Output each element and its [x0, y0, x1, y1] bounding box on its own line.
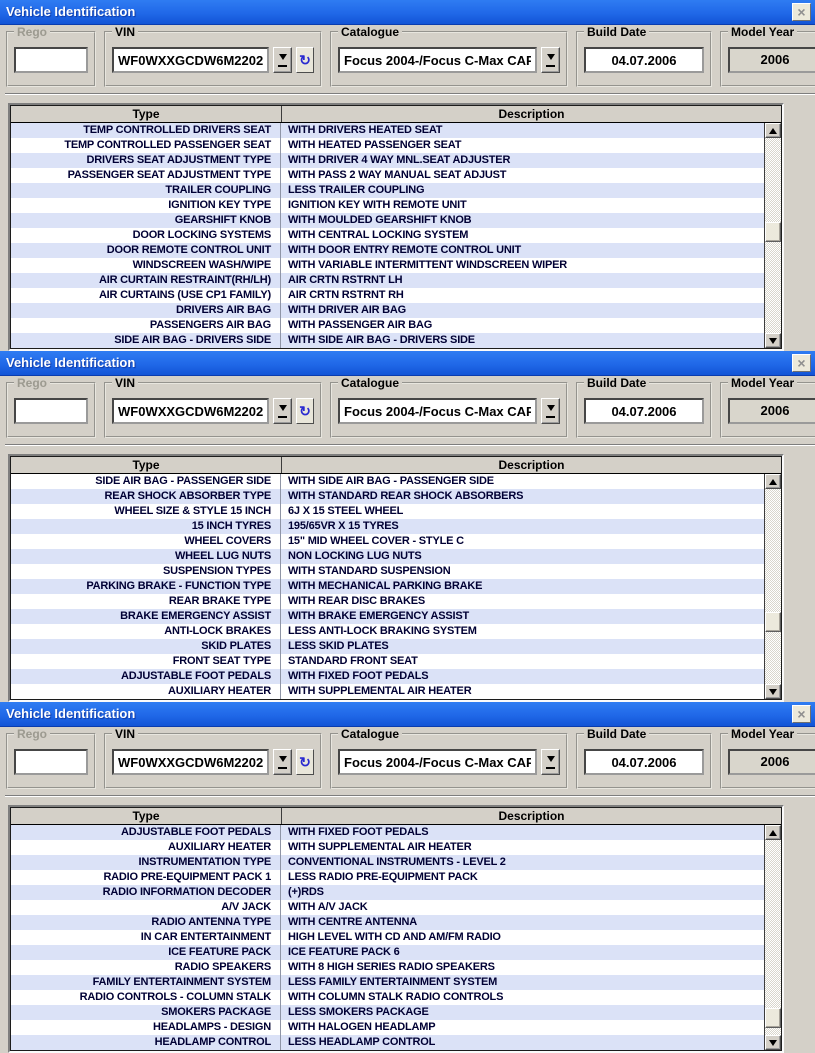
build-date-label: Build Date	[584, 727, 649, 741]
scrollbar-track[interactable]	[765, 840, 781, 1035]
rego-label: Rego	[14, 376, 50, 390]
description-cell: LESS RADIO PRE-EQUIPMENT PACK	[288, 871, 478, 883]
up-arrow-icon	[769, 826, 777, 836]
description-cell: WITH BRAKE EMERGENCY ASSIST	[288, 610, 470, 622]
up-arrow-icon	[769, 124, 777, 134]
table-row[interactable]	[11, 258, 764, 273]
title-bar[interactable]	[0, 702, 815, 727]
type-cell: SMOKERS PACKAGE	[11, 1005, 281, 1020]
description-cell: CONVENTIONAL INSTRUMENTS - LEVEL 2	[288, 856, 506, 868]
catalogue-input[interactable]	[338, 749, 537, 775]
model-year-label: Model Year	[728, 727, 797, 741]
close-button[interactable]	[792, 354, 811, 372]
description-cell: LESS TRAILER COUPLING	[288, 184, 425, 196]
column-header-type[interactable]: Type	[11, 457, 282, 473]
model-year-label: Model Year	[728, 25, 797, 39]
type-cell: A/V JACK	[11, 900, 281, 915]
type-cell: PARKING BRAKE - FUNCTION TYPE	[11, 579, 281, 594]
table-row[interactable]	[11, 288, 764, 303]
table-row[interactable]	[11, 885, 764, 900]
dropdown-underline	[546, 416, 555, 418]
column-header-type[interactable]: Type	[11, 808, 282, 824]
description-cell: WITH 8 HIGH SERIES RADIO SPEAKERS	[288, 961, 495, 973]
build-date-input[interactable]	[584, 749, 704, 775]
refresh-icon: ↻	[299, 754, 311, 770]
description-cell: WITH FIXED FOOT PEDALS	[288, 670, 429, 682]
table-row[interactable]	[11, 594, 764, 609]
down-arrow-icon	[769, 338, 777, 348]
description-cell: WITH A/V JACK	[288, 901, 368, 913]
dropdown-underline	[546, 767, 555, 769]
type-cell: AIR CURTAINS (USE CP1 FAMILY)	[11, 288, 281, 303]
close-icon: ×	[797, 4, 806, 20]
table-row[interactable]	[11, 519, 764, 534]
dropdown-underline	[278, 767, 287, 769]
window-title: Vehicle Identification	[6, 355, 136, 370]
type-cell: WHEEL SIZE & STYLE 15 INCH	[11, 504, 281, 519]
type-cell: WHEEL LUG NUTS	[11, 549, 281, 564]
description-cell: WITH MECHANICAL PARKING BRAKE	[288, 580, 483, 592]
catalogue-dropdown-button[interactable]	[541, 398, 560, 424]
close-icon: ×	[797, 355, 806, 371]
description-cell: WITH SIDE AIR BAG - DRIVERS SIDE	[288, 334, 475, 346]
table-row[interactable]	[11, 915, 764, 930]
dropdown-underline	[546, 65, 555, 67]
header-fields	[6, 727, 815, 789]
table-row[interactable]	[11, 489, 764, 504]
rego-input[interactable]	[14, 398, 88, 424]
build-date-frame	[576, 727, 712, 789]
options-grid	[8, 805, 784, 1053]
vin-label: VIN	[112, 25, 138, 39]
column-header-description[interactable]: Description	[498, 107, 565, 121]
description-cell: 15" MID WHEEL COVER - STYLE C	[288, 535, 464, 547]
table-row[interactable]	[11, 975, 764, 990]
scroll-down-button[interactable]	[765, 684, 781, 699]
table-row[interactable]	[11, 669, 764, 684]
description-cell: WITH CENTRE ANTENNA	[288, 916, 418, 928]
catalogue-frame	[330, 25, 568, 87]
table-row[interactable]	[11, 855, 764, 870]
window-title: Vehicle Identification	[6, 4, 136, 19]
dropdown-arrow-icon	[547, 405, 555, 415]
up-arrow-icon	[769, 475, 777, 485]
header-fields	[6, 25, 815, 87]
model-year-frame	[720, 727, 815, 789]
separator-line	[5, 93, 815, 95]
scroll-up-button[interactable]	[765, 123, 781, 138]
build-date-label: Build Date	[584, 25, 649, 39]
column-header-description[interactable]: Description	[498, 809, 565, 823]
type-cell: IGNITION KEY TYPE	[11, 198, 281, 213]
table-row[interactable]	[11, 840, 764, 855]
build-date-frame	[576, 376, 712, 438]
build-date-label: Build Date	[584, 376, 649, 390]
type-cell: AUXILIARY HEATER	[11, 684, 281, 699]
vin-dropdown-button[interactable]	[273, 398, 292, 424]
table-row[interactable]	[11, 474, 764, 489]
table-row[interactable]	[11, 303, 764, 318]
vin-label: VIN	[112, 376, 138, 390]
vertical-scrollbar[interactable]	[764, 123, 781, 348]
dropdown-arrow-icon	[279, 54, 287, 64]
description-cell: WITH DRIVERS HEATED SEAT	[288, 124, 443, 136]
grid-header	[11, 106, 781, 123]
rego-frame	[6, 727, 96, 789]
scrollbar-track[interactable]	[765, 489, 781, 684]
table-row[interactable]	[11, 579, 764, 594]
refresh-icon: ↻	[299, 52, 311, 68]
type-cell: PASSENGER SEAT ADJUSTMENT TYPE	[11, 168, 281, 183]
type-cell: FRONT SEAT TYPE	[11, 654, 281, 669]
catalogue-label: Catalogue	[338, 376, 402, 390]
description-cell: WITH MOULDED GEARSHIFT KNOB	[288, 214, 472, 226]
description-cell: WITH FIXED FOOT PEDALS	[288, 826, 429, 838]
scrollbar-track[interactable]	[765, 138, 781, 333]
type-cell: FAMILY ENTERTAINMENT SYSTEM	[11, 975, 281, 990]
vin-dropdown-button[interactable]	[273, 47, 292, 73]
table-row[interactable]	[11, 504, 764, 519]
vin-input[interactable]	[112, 398, 269, 424]
type-cell: AIR CURTAIN RESTRAINT(RH/LH)	[11, 273, 281, 288]
table-row[interactable]	[11, 654, 764, 669]
table-row[interactable]	[11, 639, 764, 654]
model-year-label: Model Year	[728, 376, 797, 390]
model-year-frame	[720, 376, 815, 438]
table-row[interactable]	[11, 273, 764, 288]
type-cell: HEADLAMPS - DESIGN	[11, 1020, 281, 1035]
type-cell: RADIO ANTENNA TYPE	[11, 915, 281, 930]
vin-frame	[104, 376, 322, 438]
table-row[interactable]	[11, 609, 764, 624]
rows-container	[11, 474, 764, 699]
rego-frame	[6, 376, 96, 438]
catalogue-label: Catalogue	[338, 727, 402, 741]
catalogue-label: Catalogue	[338, 25, 402, 39]
type-cell: REAR SHOCK ABSORBER TYPE	[11, 489, 281, 504]
type-cell: TRAILER COUPLING	[11, 183, 281, 198]
separator-line	[5, 795, 815, 797]
description-cell: IGNITION KEY WITH REMOTE UNIT	[288, 199, 467, 211]
vin-refresh-button[interactable]	[296, 398, 314, 424]
rows-container	[11, 825, 764, 1050]
dropdown-arrow-icon	[279, 405, 287, 415]
table-row[interactable]	[11, 624, 764, 639]
description-cell: 6J X 15 STEEL WHEEL	[288, 505, 404, 517]
vehicle-identification-window-1	[0, 0, 815, 351]
type-cell: WINDSCREEN WASH/WIPE	[11, 258, 281, 273]
table-row[interactable]	[11, 183, 764, 198]
table-row[interactable]	[11, 153, 764, 168]
table-row[interactable]	[11, 168, 764, 183]
table-row[interactable]	[11, 930, 764, 945]
table-row[interactable]	[11, 870, 764, 885]
description-cell: WITH REAR DISC BRAKES	[288, 595, 425, 607]
type-cell: 15 INCH TYRES	[11, 519, 281, 534]
scroll-down-button[interactable]	[765, 1035, 781, 1050]
table-row[interactable]	[11, 990, 764, 1005]
window-title: Vehicle Identification	[6, 706, 136, 721]
column-header-type[interactable]: Type	[11, 106, 282, 122]
build-date-input[interactable]	[584, 47, 704, 73]
type-cell: SUSPENSION TYPES	[11, 564, 281, 579]
table-row[interactable]	[11, 564, 764, 579]
dropdown-arrow-icon	[547, 54, 555, 64]
type-cell: SIDE AIR BAG - DRIVERS SIDE	[11, 333, 281, 348]
vin-dropdown-button[interactable]	[273, 749, 292, 775]
table-row[interactable]	[11, 1020, 764, 1035]
description-cell: WITH DRIVER 4 WAY MNL.SEAT ADJUSTER	[288, 154, 511, 166]
model-year-value: 2006	[728, 749, 815, 775]
catalogue-frame	[330, 727, 568, 789]
description-cell: NON LOCKING LUG NUTS	[288, 550, 422, 562]
description-cell: LESS SKID PLATES	[288, 640, 389, 652]
type-cell: INSTRUMENTATION TYPE	[11, 855, 281, 870]
type-cell: REAR BRAKE TYPE	[11, 594, 281, 609]
description-cell: WITH DRIVER AIR BAG	[288, 304, 407, 316]
table-row[interactable]	[11, 333, 764, 348]
description-cell: WITH HEATED PASSENGER SEAT	[288, 139, 462, 151]
scrollbar-thumb[interactable]	[765, 222, 781, 242]
close-button[interactable]	[792, 3, 811, 21]
type-cell: PASSENGERS AIR BAG	[11, 318, 281, 333]
scrollbar-thumb[interactable]	[765, 1008, 781, 1028]
dropdown-arrow-icon	[279, 756, 287, 766]
description-cell: AIR CRTN RSTRNT LH	[288, 274, 403, 286]
description-cell: STANDARD FRONT SEAT	[288, 655, 418, 667]
type-cell: IN CAR ENTERTAINMENT	[11, 930, 281, 945]
table-row[interactable]	[11, 318, 764, 333]
type-cell: BRAKE EMERGENCY ASSIST	[11, 609, 281, 624]
grid-header	[11, 457, 781, 474]
type-cell: RADIO PRE-EQUIPMENT PACK 1	[11, 870, 281, 885]
table-row[interactable]	[11, 960, 764, 975]
description-cell: WITH SUPPLEMENTAL AIR HEATER	[288, 685, 472, 697]
type-cell: HEADLAMP CONTROL	[11, 1035, 281, 1050]
type-cell: AUXILIARY HEATER	[11, 840, 281, 855]
description-cell: LESS HEADLAMP CONTROL	[288, 1036, 436, 1048]
vehicle-identification-window-3	[0, 702, 815, 1053]
type-cell: TEMP CONTROLLED PASSENGER SEAT	[11, 138, 281, 153]
description-cell: WITH SUPPLEMENTAL AIR HEATER	[288, 841, 472, 853]
vertical-scrollbar[interactable]	[764, 474, 781, 699]
table-row[interactable]	[11, 228, 764, 243]
model-year-value: 2006	[728, 398, 815, 424]
rego-label: Rego	[14, 25, 50, 39]
description-cell: HIGH LEVEL WITH CD AND AM/FM RADIO	[288, 931, 501, 943]
vin-frame	[104, 25, 322, 87]
description-cell: WITH STANDARD SUSPENSION	[288, 565, 451, 577]
column-header-description[interactable]: Description	[498, 458, 565, 472]
table-row[interactable]	[11, 825, 764, 840]
description-cell: WITH PASS 2 WAY MANUAL SEAT ADJUST	[288, 169, 507, 181]
description-cell: WITH CENTRAL LOCKING SYSTEM	[288, 229, 469, 241]
rego-input[interactable]	[14, 749, 88, 775]
vin-input[interactable]	[112, 47, 269, 73]
type-cell: SIDE AIR BAG - PASSENGER SIDE	[11, 474, 281, 489]
catalogue-dropdown-button[interactable]	[541, 749, 560, 775]
scroll-down-button[interactable]	[765, 333, 781, 348]
build-date-frame	[576, 25, 712, 87]
description-cell: WITH COLUMN STALK RADIO CONTROLS	[288, 991, 504, 1003]
table-row[interactable]	[11, 138, 764, 153]
separator-line	[5, 444, 815, 446]
grid-header	[11, 808, 781, 825]
description-cell: (+)RDS	[288, 886, 324, 898]
table-row[interactable]	[11, 198, 764, 213]
table-row[interactable]	[11, 123, 764, 138]
description-cell: LESS SMOKERS PACKAGE	[288, 1006, 429, 1018]
catalogue-dropdown-button[interactable]	[541, 47, 560, 73]
dropdown-underline	[278, 65, 287, 67]
scrollbar-thumb[interactable]	[765, 612, 781, 632]
scroll-up-button[interactable]	[765, 825, 781, 840]
vehicle-identification-window-2	[0, 351, 815, 702]
type-cell: RADIO CONTROLS - COLUMN STALK	[11, 990, 281, 1005]
refresh-icon: ↻	[299, 403, 311, 419]
table-row[interactable]	[11, 213, 764, 228]
catalogue-input[interactable]	[338, 47, 537, 73]
type-cell: TEMP CONTROLLED DRIVERS SEAT	[11, 123, 281, 138]
table-row[interactable]	[11, 900, 764, 915]
description-cell: 195/65VR X 15 TYRES	[288, 520, 399, 532]
table-row[interactable]	[11, 1035, 764, 1050]
description-cell: LESS ANTI-LOCK BRAKING SYSTEM	[288, 625, 477, 637]
type-cell: RADIO INFORMATION DECODER	[11, 885, 281, 900]
build-date-input[interactable]	[584, 398, 704, 424]
description-cell: WITH HALOGEN HEADLAMP	[288, 1021, 436, 1033]
table-row[interactable]	[11, 684, 764, 699]
type-cell: RADIO SPEAKERS	[11, 960, 281, 975]
type-cell: GEARSHIFT KNOB	[11, 213, 281, 228]
scroll-up-button[interactable]	[765, 474, 781, 489]
description-cell: WITH DOOR ENTRY REMOTE CONTROL UNIT	[288, 244, 521, 256]
type-cell: SKID PLATES	[11, 639, 281, 654]
type-cell: WHEEL COVERS	[11, 534, 281, 549]
header-fields	[6, 376, 815, 438]
type-cell: DRIVERS SEAT ADJUSTMENT TYPE	[11, 153, 281, 168]
options-grid	[8, 103, 784, 351]
vertical-scrollbar[interactable]	[764, 825, 781, 1050]
table-row[interactable]	[11, 534, 764, 549]
description-cell: LESS FAMILY ENTERTAINMENT SYSTEM	[288, 976, 498, 988]
vin-input[interactable]	[112, 749, 269, 775]
type-cell: ANTI-LOCK BRAKES	[11, 624, 281, 639]
model-year-frame	[720, 25, 815, 87]
title-bar[interactable]	[0, 351, 815, 376]
type-cell: DOOR LOCKING SYSTEMS	[11, 228, 281, 243]
close-icon: ×	[797, 706, 806, 722]
table-row[interactable]	[11, 1005, 764, 1020]
type-cell: DOOR REMOTE CONTROL UNIT	[11, 243, 281, 258]
down-arrow-icon	[769, 1040, 777, 1050]
options-grid	[8, 454, 784, 702]
vin-refresh-button[interactable]	[296, 749, 314, 775]
dropdown-underline	[278, 416, 287, 418]
catalogue-frame	[330, 376, 568, 438]
description-cell: WITH SIDE AIR BAG - PASSENGER SIDE	[288, 475, 494, 487]
type-cell: DRIVERS AIR BAG	[11, 303, 281, 318]
type-cell: ADJUSTABLE FOOT PEDALS	[11, 825, 281, 840]
model-year-value: 2006	[728, 47, 815, 73]
vin-refresh-button[interactable]	[296, 47, 314, 73]
description-cell: ICE FEATURE PACK 6	[288, 946, 400, 958]
type-cell: ADJUSTABLE FOOT PEDALS	[11, 669, 281, 684]
description-cell: WITH VARIABLE INTERMITTENT WINDSCREEN WIPER	[288, 259, 568, 271]
title-bar[interactable]	[0, 0, 815, 25]
rego-frame	[6, 25, 96, 87]
dropdown-arrow-icon	[547, 756, 555, 766]
rows-container	[11, 123, 764, 348]
table-row[interactable]	[11, 945, 764, 960]
rego-label: Rego	[14, 727, 50, 741]
vin-frame	[104, 727, 322, 789]
type-cell: ICE FEATURE PACK	[11, 945, 281, 960]
close-button[interactable]	[792, 705, 811, 723]
description-cell: WITH STANDARD REAR SHOCK ABSORBERS	[288, 490, 524, 502]
table-row[interactable]	[11, 243, 764, 258]
catalogue-input[interactable]	[338, 398, 537, 424]
table-row[interactable]	[11, 549, 764, 564]
description-cell: WITH PASSENGER AIR BAG	[288, 319, 433, 331]
rego-input[interactable]	[14, 47, 88, 73]
down-arrow-icon	[769, 689, 777, 699]
description-cell: AIR CRTN RSTRNT RH	[288, 289, 404, 301]
vin-label: VIN	[112, 727, 138, 741]
